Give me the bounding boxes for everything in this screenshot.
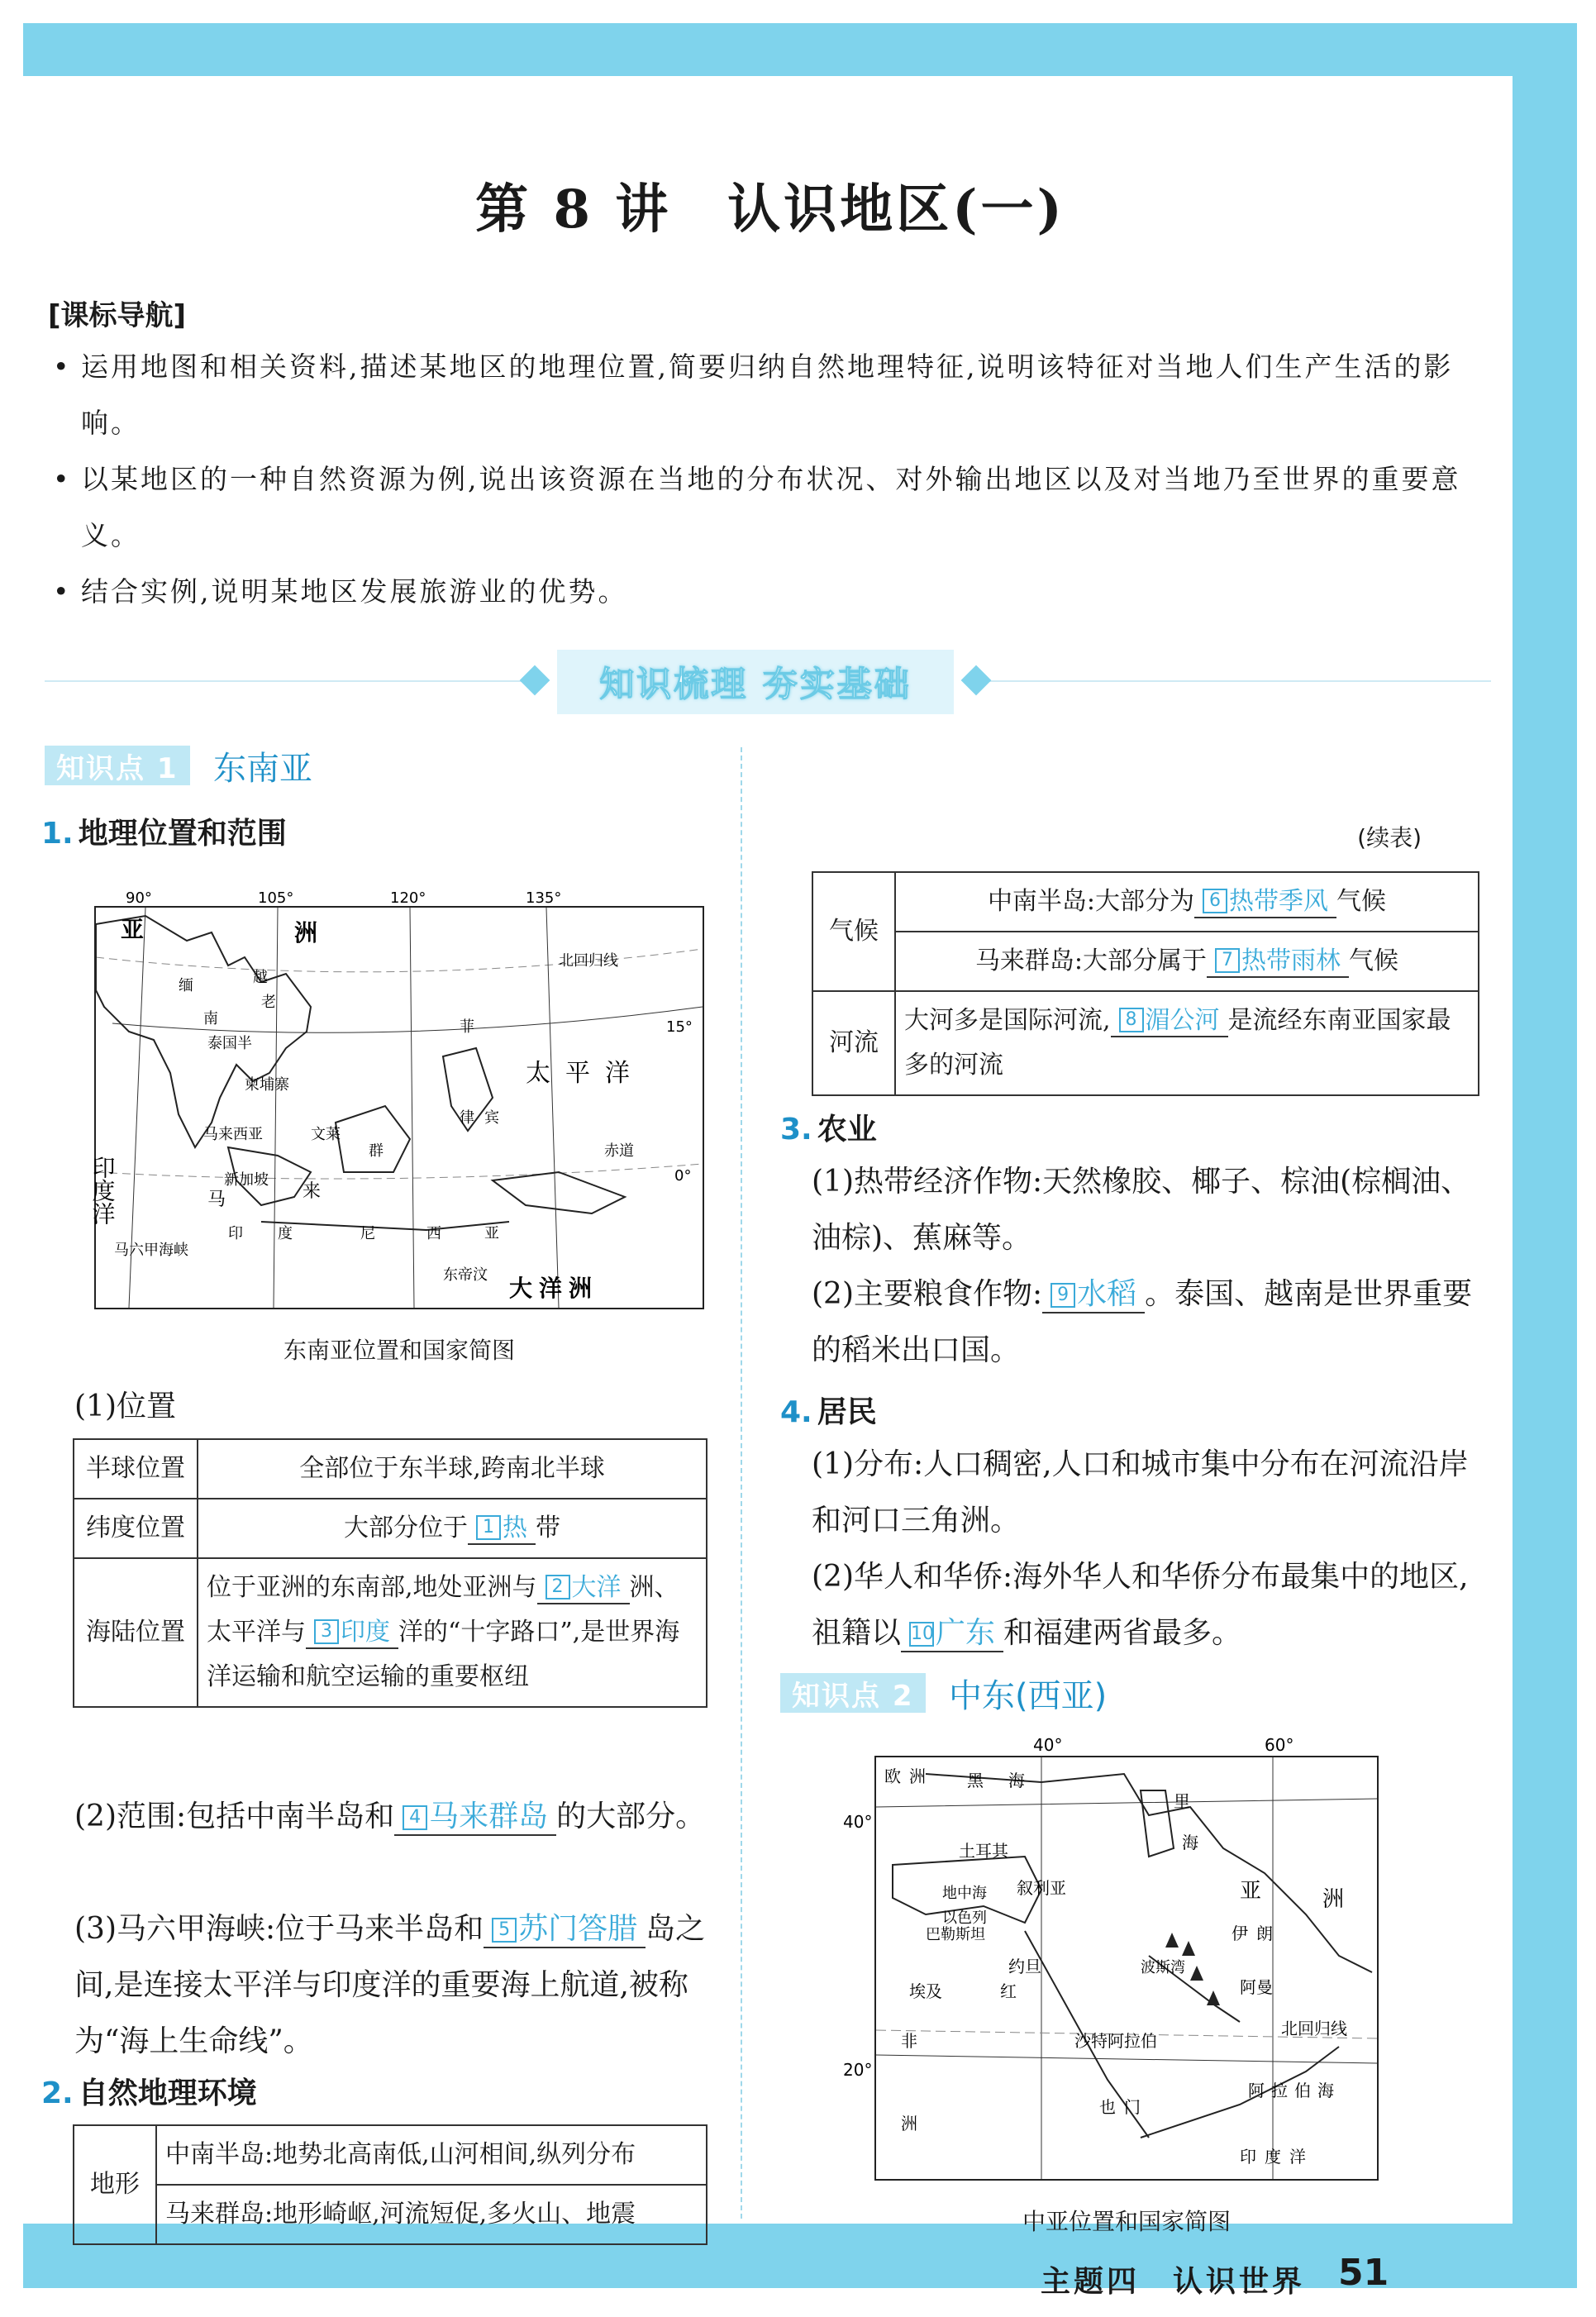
- map-label: 135°: [526, 889, 562, 907]
- cell-text: 气候: [1336, 887, 1387, 916]
- map-label: 洲: [294, 919, 318, 946]
- map-svg: [843, 1735, 1377, 2179]
- map-label: 40°: [1033, 1735, 1063, 1755]
- text: (2)主要粮食作物:: [812, 1277, 1043, 1311]
- map-label: 北回归线: [1281, 2019, 1347, 2038]
- text: (2)华人和华侨:海外华人和华侨分布最集中的地区,祖籍以: [812, 1560, 1469, 1650]
- cell-text: 气候: [1349, 946, 1399, 975]
- residents-paragraph-1: (1)分布:人口稠密,人口和城市集中分布在河流沿岸和河口三角洲。: [812, 1447, 1469, 1538]
- section-title: 地理位置和范围: [78, 817, 287, 851]
- table-cell: [198, 1499, 707, 1558]
- map-svg: [88, 889, 703, 1308]
- table-row: [74, 1439, 707, 1499]
- southeast-asia-map: [88, 889, 704, 1309]
- table-cell: 马来群岛:地形崎岖,河流短促,多火山、地震: [156, 2185, 707, 2244]
- map-label: 伊朗: [1232, 1924, 1281, 1943]
- map-caption: 东南亚位置和国家简图: [283, 1337, 515, 1364]
- map-label: 太平洋: [526, 1059, 645, 1088]
- answer-text: 印度: [341, 1618, 390, 1647]
- map-label: 土耳其: [959, 1841, 1008, 1861]
- answer-text: 广东: [936, 1616, 996, 1650]
- section-number: 4.: [780, 1395, 812, 1429]
- map-label: 度: [278, 1225, 293, 1242]
- map-label: 20°: [843, 2060, 873, 2080]
- table-row: [812, 991, 1479, 1095]
- map-label: 亚: [1240, 1879, 1262, 1904]
- answer-text: 大洋: [571, 1573, 622, 1602]
- map-label: 洲: [909, 1766, 926, 1786]
- text: 岛之间,是连接太平洋与印度洋的重要海上航道,被称为“海上生命线”。: [74, 1912, 706, 2058]
- middle-east-map: [843, 1735, 1379, 2181]
- section-title: 农业: [817, 1113, 877, 1147]
- knowledge-point-badge: 知识点 1: [45, 746, 190, 785]
- map-label: 来: [303, 1181, 322, 1202]
- section-banner: [557, 650, 954, 714]
- map-label: 亚: [484, 1225, 499, 1242]
- map-label: 老: [261, 994, 276, 1011]
- map-label: 律: [460, 1109, 474, 1127]
- map-label: 洲: [901, 2114, 917, 2133]
- diamond-icon: [961, 665, 992, 696]
- map-label: 60°: [1265, 1735, 1294, 1755]
- map-label: 赤道: [604, 1142, 634, 1160]
- table-row: [812, 932, 1479, 991]
- map-label: 洲: [1322, 1887, 1345, 1912]
- table-header-cell: 纬度位置: [74, 1499, 198, 1558]
- table-row: [812, 872, 1479, 932]
- map-label: 缅: [179, 977, 193, 994]
- map-caption: 中亚位置和国家简图: [1022, 2208, 1231, 2235]
- map-label: 以色列: [942, 1909, 987, 1927]
- map-label: 非: [901, 2031, 917, 2051]
- map-label: 东帝汶: [443, 1266, 488, 1284]
- answer-blank: [468, 1514, 536, 1545]
- agri-paragraph-2: [812, 1266, 1489, 1379]
- table-header-cell: 气候: [812, 872, 895, 991]
- position-label: (1)位置: [74, 1390, 176, 1423]
- section-heading: [41, 2070, 257, 2112]
- graticule: [112, 1007, 703, 1032]
- java-outline: [261, 1222, 509, 1230]
- map-label: 北回归线: [559, 952, 618, 970]
- answer-blank: [484, 1911, 646, 1948]
- answer-blank: [306, 1618, 398, 1649]
- section-number: 2.: [41, 2076, 74, 2110]
- continued-label: (续表): [1357, 824, 1422, 851]
- page-frame-right: [1513, 23, 1577, 2272]
- map-label: 印: [228, 1225, 243, 1242]
- answer-text: 热带季风: [1229, 887, 1329, 916]
- diamond-icon: [520, 665, 550, 696]
- map-label: 120°: [390, 889, 426, 907]
- coast-outline: [926, 1774, 1372, 1972]
- map-label: 105°: [258, 889, 294, 907]
- section-title: 居民: [817, 1395, 877, 1429]
- cell-text: 位于亚洲的东南部,地处亚洲与: [207, 1573, 537, 1602]
- answer-text: 热: [503, 1514, 527, 1542]
- cell-text: 中南半岛:大部分为: [987, 887, 1195, 916]
- strait-paragraph: [74, 1901, 719, 2070]
- knowledge-point-title: 东南亚: [213, 750, 312, 788]
- map-label: 阿拉伯海: [1248, 2081, 1341, 2100]
- residents-paragraph-2: [812, 1549, 1489, 1661]
- column-divider: [741, 747, 742, 2219]
- page-frame-top: [23, 23, 1577, 76]
- map-label: 大洋洲: [509, 1275, 599, 1302]
- answer-text: 湄公河: [1145, 1006, 1220, 1035]
- table-cell: 中南半岛:地势北高南低,山河相间,纵列分布: [156, 2125, 707, 2185]
- answer-number: 9: [1051, 1283, 1075, 1308]
- table-cell: [895, 991, 1479, 1095]
- answer-number: 7: [1215, 948, 1240, 973]
- table-row: [74, 2125, 707, 2185]
- table-header-cell: 地形: [74, 2125, 156, 2244]
- answer-text: 腊: [607, 1912, 638, 1946]
- footer-topic: 主题四 认识世界: [1041, 2265, 1306, 2299]
- map-label: 群: [369, 1142, 384, 1160]
- answer-blank: [537, 1573, 630, 1604]
- map-label: 南: [203, 1010, 218, 1027]
- map-label: 红: [1000, 1981, 1017, 2001]
- answer-blank: [1194, 887, 1336, 918]
- answer-number: 8: [1119, 1008, 1144, 1032]
- answer-blank: [1042, 1276, 1145, 1313]
- map-label: 亚: [121, 916, 145, 943]
- borneo-outline: [336, 1106, 410, 1172]
- text: 的大部分。: [556, 1800, 706, 1833]
- equator-line: [96, 1164, 703, 1179]
- banner-line-left: [45, 680, 524, 682]
- map-label: 柬埔寨: [245, 1076, 289, 1094]
- knowledge-point-badge: 知识点 2: [780, 1673, 926, 1713]
- map-label: 马六甲海峡: [114, 1242, 188, 1259]
- climate-river-table: [812, 871, 1479, 1096]
- section-title: 自然地理环境: [78, 2076, 257, 2110]
- indochina-outline: [96, 916, 311, 1147]
- table-header-cell: 河流: [812, 991, 895, 1095]
- map-label: 0°: [674, 1167, 692, 1185]
- cell-text: 带: [536, 1514, 560, 1542]
- agri-paragraph-1: (1)热带经济作物:天然橡胶、椰子、棕油(棕榈油、油棕)、蕉麻等。: [812, 1165, 1471, 1255]
- map-label: 巴勒斯坦: [926, 1926, 985, 1943]
- map-label: 15°: [666, 1018, 693, 1036]
- cell-text: 大河多是国际河流,: [904, 1006, 1111, 1035]
- map-label: 越: [253, 969, 268, 986]
- table-row: [74, 1558, 707, 1707]
- answer-blank: [1207, 946, 1349, 978]
- answer-blank: [1111, 1006, 1228, 1037]
- table-cell: [198, 1558, 707, 1707]
- map-label: 海: [1182, 1833, 1198, 1852]
- table-row: [74, 2185, 707, 2244]
- section-number: 1.: [41, 817, 74, 851]
- map-label: 印度洋: [1240, 2147, 1314, 2167]
- cell-text: 洋的“十字路口”,是世界海洋运输和航空运输的重要枢纽: [207, 1618, 680, 1691]
- table-cell: [895, 932, 1479, 991]
- map-label: 沙特阿拉伯: [1074, 2031, 1157, 2051]
- section-number: 3.: [780, 1113, 812, 1147]
- answer-number: 3: [314, 1619, 339, 1644]
- new-guinea-outline: [493, 1172, 625, 1213]
- answer-number: 1: [476, 1515, 501, 1540]
- page-number: 51: [1338, 2252, 1389, 2294]
- map-label: 也门: [1099, 2097, 1149, 2117]
- map-label: 埃及: [909, 1981, 942, 2001]
- table-cell: 全部位于东半球,跨南北半球: [198, 1439, 707, 1499]
- map-label: 叙利亚: [1017, 1878, 1066, 1898]
- guide-item: • 以某地区的一种自然资源为例,说出该资源在当地的分布状况、对外输出地区以及对当地乃至世界的重要意义。: [48, 451, 1486, 564]
- table-header-cell: 半球位置: [74, 1439, 198, 1499]
- answer-blank: [901, 1615, 1003, 1652]
- answer-number: 6: [1203, 889, 1227, 913]
- text: (2)范围:包括中南半岛和: [74, 1800, 395, 1833]
- banner-text: 知识梳理 夯实基础: [599, 664, 912, 704]
- map-label: 黑: [967, 1771, 984, 1790]
- map-label: 泰国半: [207, 1035, 252, 1052]
- map-label: 里: [1174, 1791, 1190, 1811]
- map-label: 马来西亚: [203, 1126, 263, 1143]
- map-label: 90°: [126, 889, 152, 907]
- map-label: 马: [207, 1189, 226, 1210]
- map-label: 文莱: [311, 1126, 341, 1143]
- map-label: 波斯湾: [1141, 1959, 1185, 1976]
- position-table: [73, 1438, 707, 1708]
- answer-number: 2: [545, 1575, 570, 1599]
- map-label: 西: [426, 1225, 441, 1242]
- section-heading: [780, 1389, 877, 1431]
- text: 和福建两省最多。: [1003, 1616, 1242, 1650]
- map-label: 宾: [484, 1109, 499, 1127]
- terrain-table: [73, 2124, 707, 2245]
- table-header-cell: 海陆位置: [74, 1558, 198, 1707]
- answer-blank: [394, 1799, 556, 1836]
- guide-label: [课标导航]: [48, 299, 187, 332]
- map-label: 海: [1008, 1771, 1025, 1790]
- answer-text: 热带雨林: [1241, 946, 1341, 975]
- answer-number: 4: [403, 1805, 427, 1830]
- map-label: 地中海: [942, 1885, 987, 1902]
- section-heading: [780, 1106, 877, 1148]
- map-label: 印度洋: [88, 1156, 117, 1225]
- map-label: 欧: [884, 1766, 901, 1786]
- page: [28, 76, 1513, 2299]
- answer-number: 10: [909, 1622, 934, 1647]
- text: 。泰国、越南是世界重要的稻米出口国。: [812, 1277, 1473, 1367]
- range-paragraph: [74, 1789, 719, 1845]
- guide-item: • 结合实例,说明某地区发展旅游业的优势。: [48, 564, 1486, 620]
- map-label: 约旦: [1008, 1957, 1041, 1976]
- page-title: 第 8 讲 认识地区(一): [475, 179, 1065, 241]
- map-label: 40°: [843, 1812, 873, 1832]
- table-cell: [895, 872, 1479, 932]
- map-label: 新加坡: [224, 1171, 269, 1189]
- map-label: 菲: [460, 1018, 474, 1036]
- answer-text: 马来群岛: [429, 1800, 549, 1833]
- caspian-outline: [1141, 1790, 1174, 1857]
- answer-number: 5: [492, 1918, 517, 1943]
- cell-text: 洲、太平洋与: [207, 1573, 679, 1647]
- answer-text: 水稻: [1077, 1277, 1137, 1311]
- cell-text: 大部分位于: [344, 1514, 468, 1542]
- answer-text: 苏门答: [518, 1912, 608, 1946]
- banner-line-right: [987, 680, 1491, 682]
- guide-list: [48, 339, 1486, 620]
- knowledge-point-title: 中东(西亚): [949, 1677, 1108, 1715]
- section-heading: [41, 810, 287, 852]
- map-label: 尼: [360, 1225, 375, 1242]
- map-label: 阿曼: [1240, 1977, 1273, 1997]
- cell-text: 是流经东南亚国家最多的河流: [904, 1006, 1451, 1080]
- cell-text: 马来群岛:大部分属于: [974, 946, 1208, 975]
- table-row: [74, 1499, 707, 1558]
- guide-item: • 运用地图和相关资料,描述某地区的地理位置,简要归纳自然地理特征,说明该特征对当地人们生产生活的影响。: [48, 339, 1486, 451]
- graticule: [129, 908, 559, 1308]
- text: (3)马六甲海峡:位于马来半岛和: [74, 1912, 484, 1946]
